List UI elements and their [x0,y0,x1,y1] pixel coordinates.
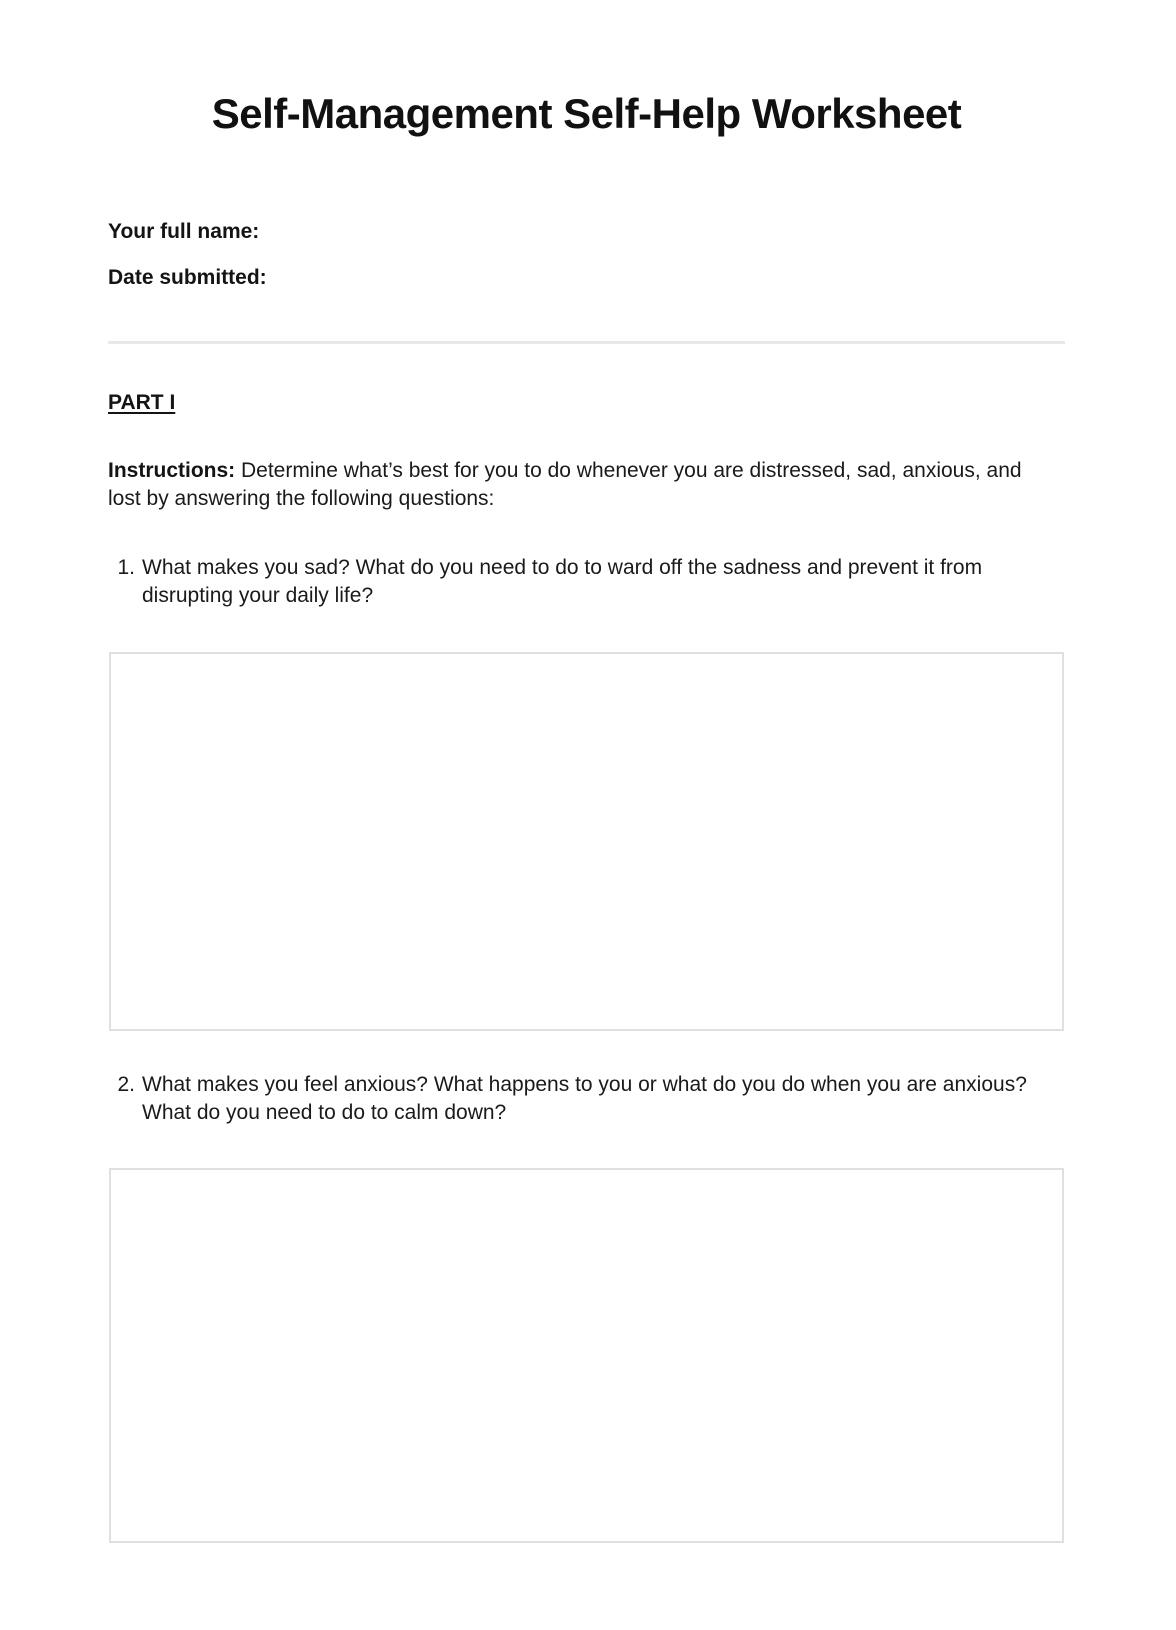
section-divider [108,341,1065,344]
instructions-label: Instructions: [108,459,236,482]
full-name-label: Your full name: [108,220,260,243]
date-submitted-label: Date submitted: [108,266,267,289]
question-2 [108,1071,1047,1127]
instructions-paragraph [108,457,1043,513]
instructions-text: Determine what’s best for you to do whenever you are distressed, sad, anxious, and lost by answering the following questions: [108,459,1022,510]
page-title: Self-Management Self-Help Worksheet [211,90,962,137]
answer-box-1[interactable] [109,652,1064,1031]
question-1-text: What makes you sad? What do you need to do to ward off the sadness and prevent it from disrupting your daily life? [142,556,983,607]
question-2-number: 2. [117,1073,135,1096]
question-1 [108,554,1047,610]
part1-heading: PART I [108,391,176,414]
question-1-number: 1. [117,556,135,579]
answer-box-2[interactable] [109,1168,1064,1543]
question-2-text: What makes you feel anxious? What happens to you or what do you do when you are anxious? What do you need to do to calm down? [142,1073,1027,1124]
